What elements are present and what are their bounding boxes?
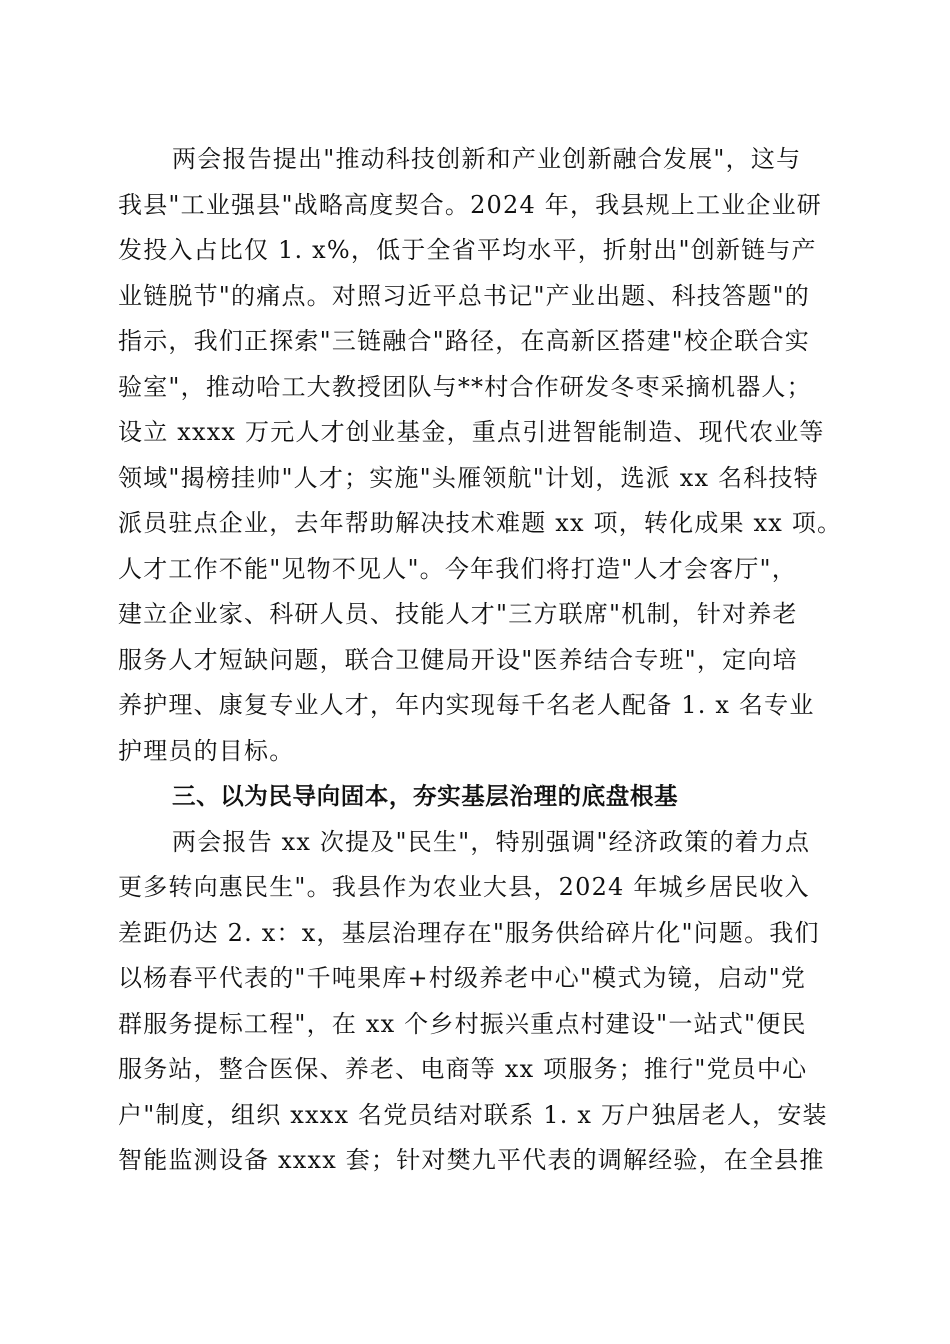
- paragraph-line: 更多转向惠民生"。我县作为农业大县，2024 年城乡居民收入: [118, 873, 810, 901]
- paragraph-line: 护理员的目标。: [118, 736, 295, 765]
- paragraph-line: 两会报告提出"推动科技创新和产业创新融合发展"，这与: [172, 145, 802, 173]
- paragraph-line: 建立企业家、科研人员、技能人才"三方联席"机制，针对养老: [118, 600, 798, 628]
- paragraph-line: 服务站，整合医保、养老、电商等 xx 项服务；推行"党员中心: [118, 1055, 808, 1083]
- paragraph-line: 我县"工业强县"战略高度契合。2024 年，我县规上工业企业研: [118, 190, 822, 219]
- paragraph-line: 服务人才短缺问题，联合卫健局开设"医养结合专班"，定向培: [118, 645, 798, 674]
- paragraph-line: 户"制度，组织 xxxx 名党员结对联系 1. x 万户独居老人，安装: [118, 1100, 828, 1129]
- paragraph-line: 设立 xxxx 万元人才创业基金，重点引进智能制造、现代农业等: [118, 418, 825, 446]
- paragraph-line: 派员驻点企业，去年帮助解决技术难题 xx 项，转化成果 xx 项。: [118, 509, 843, 537]
- paragraph-line: 以杨春平代表的"千吨果库+村级养老中心"模式为镜，启动"党: [118, 964, 807, 992]
- paragraph-line: 指示，我们正探索"三链融合"路径，在高新区搭建"校企联合实: [118, 327, 810, 355]
- paragraph-line: 养护理、康复专业人才，年内实现每千名老人配备 1. x 名专业: [118, 691, 815, 719]
- paragraph-line: 智能监测设备 xxxx 套；针对樊九平代表的调解经验，在全县推: [118, 1146, 825, 1174]
- paragraph-line: 差距仍达 2. x：x，基层治理存在"服务供给碎片化"问题。我们: [118, 918, 820, 947]
- section-heading: 三、以为民导向固本，夯实基层治理的底盘根基: [172, 782, 679, 810]
- document-body: [118, 137, 843, 1184]
- paragraph-line: 发投入占比仅 1. x%，低于全省平均水平，折射出"创新链与产: [118, 236, 817, 264]
- paragraph-line: 验室"，推动哈工大教授团队与**村合作研发冬枣采摘机器人；: [118, 372, 812, 401]
- paragraph-line: 群服务提标工程"，在 xx 个乡村振兴重点村建设"一站式"便民: [118, 1009, 807, 1038]
- paragraph-line: 业链脱节"的痛点。对照习近平总书记"产业出题、科技答题"的: [118, 281, 810, 310]
- paragraph-line: 两会报告 xx 次提及"民生"，特别强调"经济政策的着力点: [172, 827, 811, 856]
- paragraph-line: 领域"揭榜挂帅"人才；实施"头雁领航"计划，选派 xx 名科技特: [118, 463, 819, 492]
- paragraph-line: 人才工作不能"见物不见人"。今年我们将打造"人才会客厅"，: [118, 554, 797, 583]
